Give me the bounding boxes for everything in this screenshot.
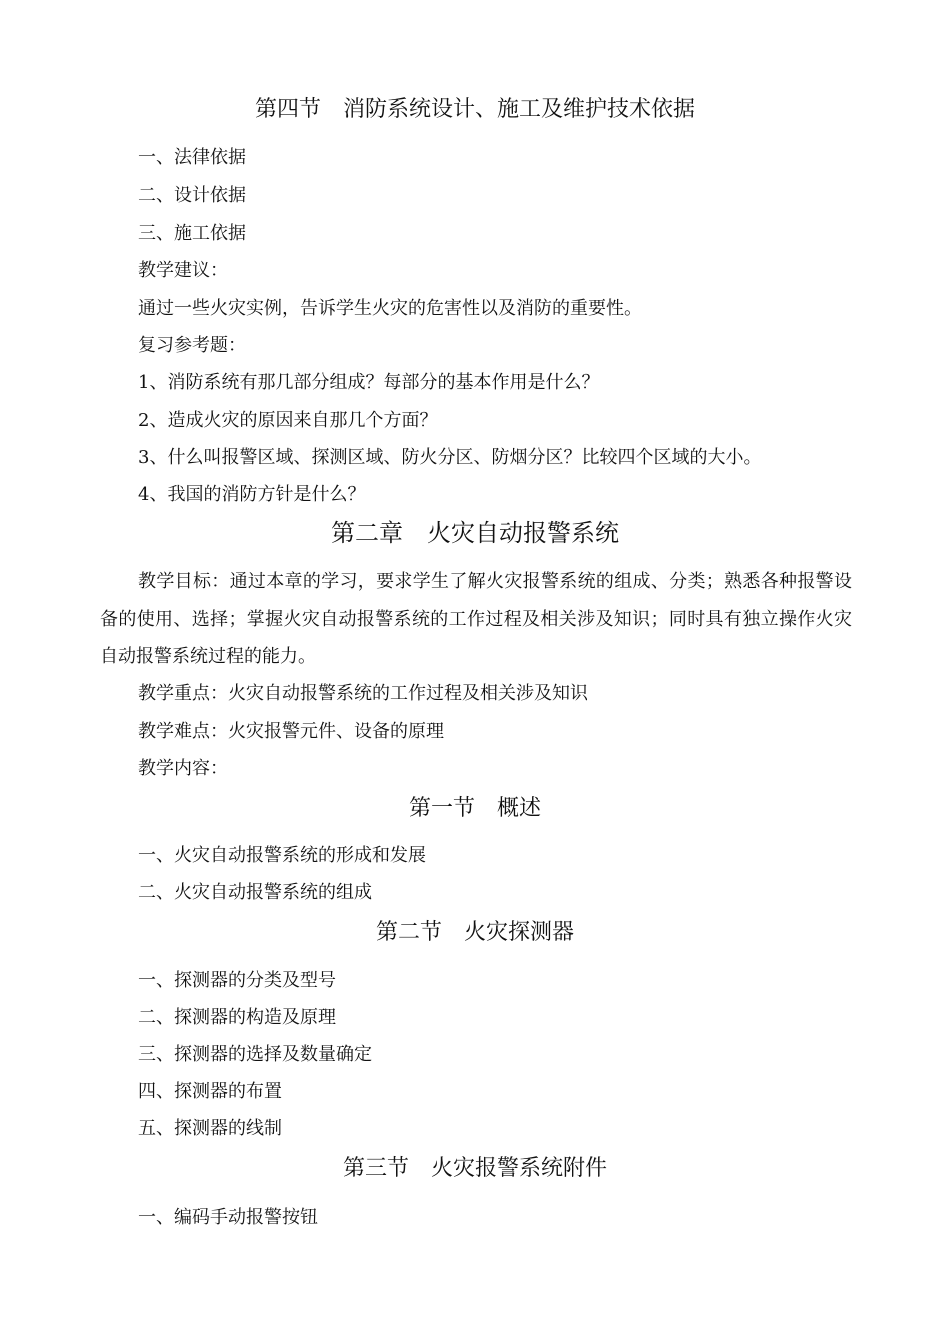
- teaching-key-point: 教学重点：火灾自动报警系统的工作过程及相关涉及知识: [138, 683, 588, 704]
- chapter-2-section-2-item-5: 五、探测器的线制: [138, 1118, 282, 1139]
- chapter-2-section-1-title: 第一节 概述: [408, 796, 541, 821]
- chapter-2-section-2-title: 第二节 火灾探测器: [375, 920, 574, 945]
- teaching-advice-label: 教学建议：: [138, 260, 228, 281]
- section-4-item-1: 一、法律依据: [138, 147, 246, 168]
- chapter-2-section-1-item-1: 一、火灾自动报警系统的形成和发展: [138, 845, 426, 866]
- chapter-2-section-1-item-2: 二、火灾自动报警系统的组成: [138, 882, 372, 903]
- chapter-2-section-2-item-1: 一、探测器的分类及型号: [138, 970, 336, 991]
- review-question-3: 3、什么叫报警区域、探测区域、防火分区、防烟分区？比较四个区域的大小。: [138, 447, 762, 468]
- review-question-4: 4、我国的消防方针是什么？: [138, 484, 366, 505]
- chapter-2-section-2-item-2: 二、探测器的构造及原理: [138, 1007, 336, 1028]
- teaching-difficulty: 教学难点：火灾报警元件、设备的原理: [138, 721, 444, 742]
- chapter-2-section-3-item-1: 一、编码手动报警按钮: [138, 1207, 318, 1228]
- teaching-advice-text: 通过一些火灾实例，告诉学生火灾的危害性以及消防的重要性。: [138, 298, 642, 319]
- review-question-2: 2、造成火灾的原因来自那几个方面？: [138, 410, 438, 431]
- section-4-item-3: 三、施工依据: [138, 223, 246, 244]
- chapter-2-title: 第二章 火灾自动报警系统: [331, 519, 619, 547]
- section-4-item-2: 二、设计依据: [138, 185, 246, 206]
- chapter-2-section-2-item-4: 四、探测器的布置: [138, 1081, 282, 1102]
- chapter-2-section-2-item-3: 三、探测器的选择及数量确定: [138, 1044, 372, 1065]
- teaching-objective-paragraph: 教学目标：通过本章的学习，要求学生了解火灾报警系统的组成、分类；熟悉各种报警设备的使用、选择；掌握火灾自动报警系统的工作过程及相关涉及知识；同时具有独立操作火灾自动报警系统过程的能力。: [100, 571, 852, 667]
- review-questions-label: 复习参考题：: [138, 335, 246, 356]
- teaching-content-label: 教学内容：: [138, 758, 228, 779]
- section-4-title: 第四节 消防系统设计、施工及维护技术依据: [254, 97, 695, 122]
- review-question-1: 1、消防系统有那几部分组成？每部分的基本作用是什么？: [138, 372, 600, 393]
- chapter-2-section-3-title: 第三节 火灾报警系统附件: [342, 1156, 607, 1181]
